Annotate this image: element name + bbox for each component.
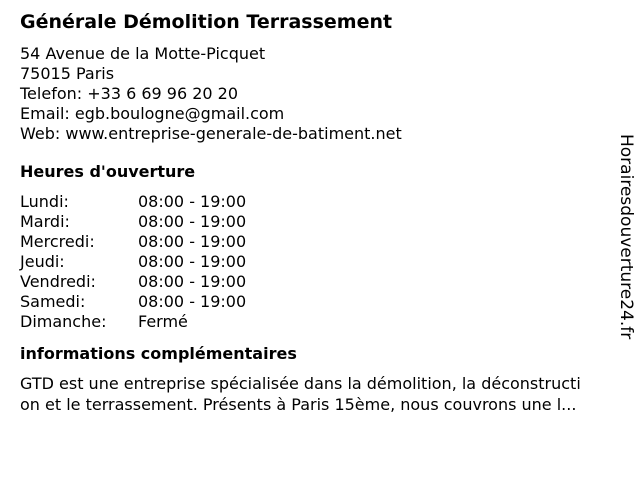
hours-row (20, 272, 630, 292)
address-street: 54 Avenue de la Motte-Picquet (20, 44, 266, 63)
hours-time: Fermé (138, 312, 188, 331)
hours-day: Mercredi: (20, 232, 95, 251)
email-text: Email: egb.boulogne@gmail.com (20, 104, 285, 123)
info-heading: informations complémentaires (20, 344, 297, 363)
hours-table (20, 192, 630, 332)
hours-time: 08:00 - 19:00 (138, 212, 247, 231)
hours-day: Dimanche: (20, 312, 107, 331)
hours-row (20, 212, 630, 232)
hours-time: 08:00 - 19:00 (138, 272, 247, 291)
hours-row (20, 232, 630, 252)
hours-day: Mardi: (20, 212, 70, 231)
website-text: Web: www.entreprise-generale-de-batiment.net (20, 124, 402, 143)
hours-day: Jeudi: (20, 252, 65, 271)
phone-text: Telefon: +33 6 69 96 20 20 (20, 84, 239, 103)
hours-time: 08:00 - 19:00 (138, 192, 247, 211)
business-card (20, 10, 630, 415)
address-city: 75015 Paris (20, 64, 115, 83)
watermark-text: Horairesdouverture24.fr (616, 134, 636, 340)
hours-day: Samedi: (20, 292, 86, 311)
info-line: GTD est une entreprise spécialisée dans la démolition, la déconstructi (20, 374, 581, 393)
hours-heading: Heures d'ouverture (20, 162, 196, 181)
hours-row (20, 252, 630, 272)
contact-block (20, 44, 630, 144)
hours-row (20, 192, 630, 212)
hours-time: 08:00 - 19:00 (138, 252, 247, 271)
hours-time: 08:00 - 19:00 (138, 232, 247, 251)
info-text (20, 374, 626, 415)
hours-day: Vendredi: (20, 272, 96, 291)
hours-row (20, 312, 630, 332)
site-watermark (610, 134, 638, 344)
hours-row (20, 292, 630, 312)
hours-time: 08:00 - 19:00 (138, 292, 247, 311)
business-name: Générale Démolition Terrassement (20, 11, 393, 33)
info-line: on et le terrassement. Présents à Paris 15ème, nous couvrons une l... (20, 394, 577, 414)
hours-day: Lundi: (20, 192, 69, 211)
